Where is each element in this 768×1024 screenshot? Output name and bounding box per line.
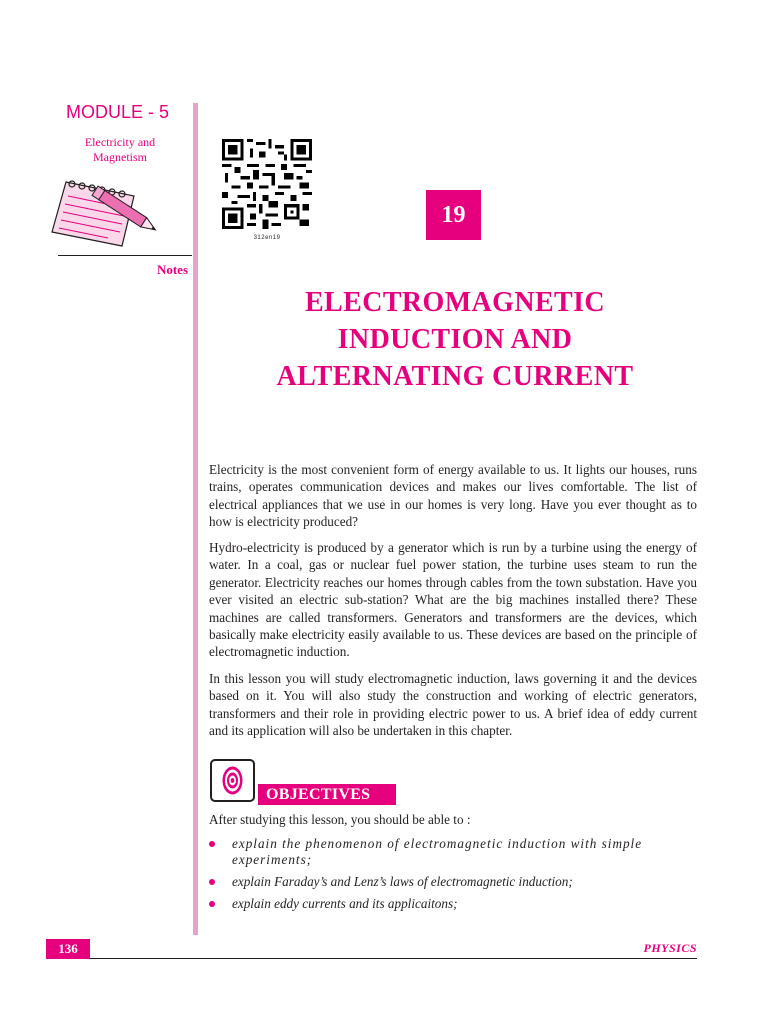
notes-divider xyxy=(58,255,192,256)
objectives-intro: After studying this lesson, you should be able to : xyxy=(209,812,471,827)
chapter-number: 19 xyxy=(426,190,481,240)
notes-label: Notes xyxy=(156,262,188,277)
module-title: MODULE - 5 xyxy=(66,102,170,122)
objective-text-3: explain eddy currents and its applicaitons; xyxy=(232,896,458,911)
notepad-with-pencil-icon xyxy=(30,176,180,260)
intro-paragraph-3: In this lesson you will study electromagnetic induction, laws governing it and the devices based on it. You will also study the construction and working of electric generators, transformers and their role in providing electric power to us. A brief idea of eddy current and its application will also be undertaken in this chapter. xyxy=(209,671,697,739)
page-number: 136 xyxy=(46,939,90,959)
bullet-icon xyxy=(209,879,215,885)
chapter-title-line3: ALTERNATING CURRENT xyxy=(276,361,634,392)
chapter-title-line1: ELECTROMAGNETIC xyxy=(304,287,606,318)
chapter-title xyxy=(205,284,705,395)
bullet-icon xyxy=(209,841,215,847)
footer-divider xyxy=(46,958,697,959)
list-item xyxy=(209,874,697,890)
intro-paragraph-1: Electricity is the most convenient form of energy available to us. It lights our houses, runs trains, operates communication devices and makes our lives comfortable. The list of electrical appliances that we use in our homes is very long. Have you ever thought as to how is electricity produced? xyxy=(209,462,697,530)
qr-code-icon[interactable] xyxy=(219,139,315,229)
module-subtitle xyxy=(66,135,174,165)
list-item xyxy=(209,896,697,912)
qr-code-label: 312en19 xyxy=(253,235,281,241)
intro-paragraph-2: Hydro-electricity is produced by a generator which is run by a turbine using the energy of water. In a coal, gas or nuclear fuel power station, the turbine uses steam to run the generator. Electricity reaches our homes through cables from the town substation. Have you ever visited an electric sub-station? What are the big machines installed there? These machines are called transformers. Generators and transformers are the devices, which basically make electricity easily available to us. These devices are based on the principle of electromagnetic induction. xyxy=(209,540,697,660)
module-subtitle-line1: Electricity and xyxy=(84,135,156,149)
objective-text-2: explain Faraday’s and Lenz’s laws of electromagnetic induction; xyxy=(232,874,573,889)
objectives-list xyxy=(209,836,697,918)
module-subtitle-line2: Magnetism xyxy=(93,150,147,164)
margin-bar xyxy=(193,103,198,935)
target-icon xyxy=(210,759,255,802)
objectives-heading: OBJECTIVES xyxy=(258,784,396,805)
list-item xyxy=(209,836,697,868)
chapter-title-line2: INDUCTION AND xyxy=(337,324,573,355)
footer-subject: PHYSICS xyxy=(643,941,697,955)
bullet-icon xyxy=(209,901,215,907)
objective-text-1: explain the phenomenon of electromagnetic induction with simple experiments; xyxy=(232,836,643,867)
